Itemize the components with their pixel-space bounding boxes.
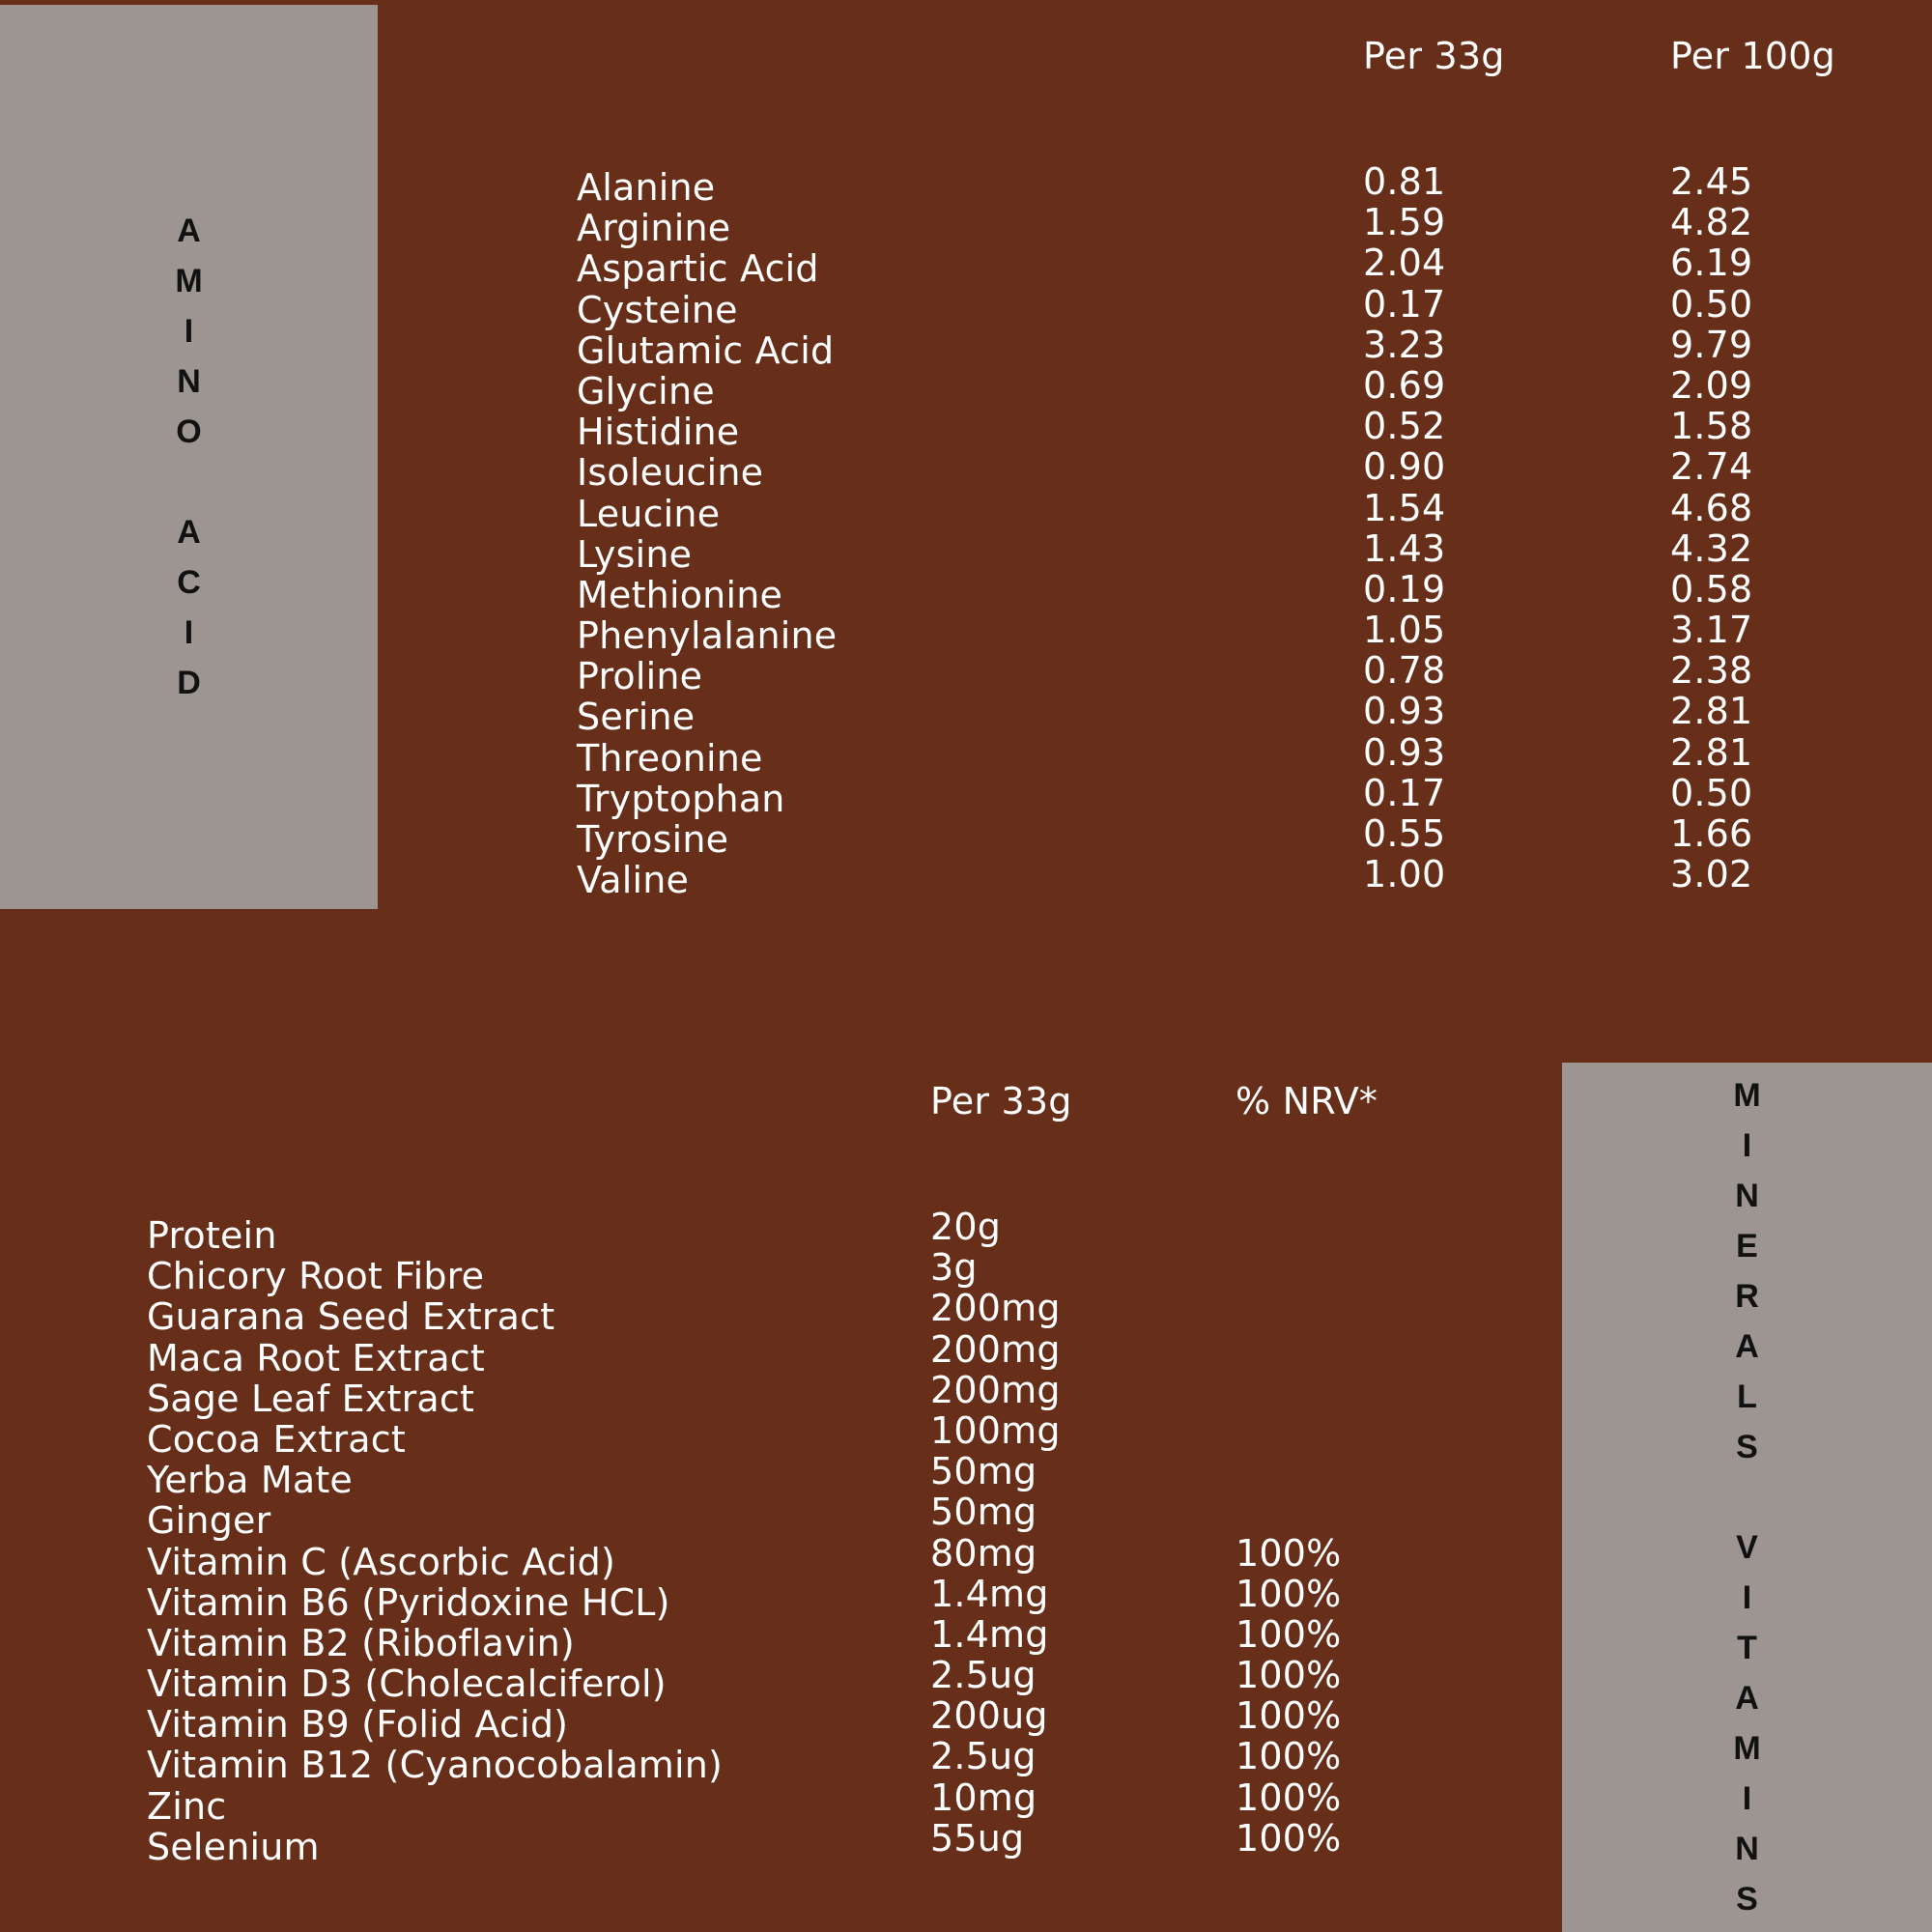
amino-acid-per100-value: 1.58 bbox=[1670, 405, 1753, 448]
minerals-vitamins-label-letter: M bbox=[1733, 1730, 1761, 1767]
amino-acid-per33-value: 1.43 bbox=[1363, 526, 1446, 570]
amino-acid-per100-value: 4.32 bbox=[1670, 526, 1753, 570]
amino-acid-per33-value: 2.04 bbox=[1363, 242, 1446, 285]
nutrient-nrv-value bbox=[1236, 1288, 1341, 1328]
amino-acid-name: Serine bbox=[577, 696, 696, 739]
minerals-vitamins-label-letter: I bbox=[1742, 1127, 1752, 1164]
amino-acid-per33-value: 0.69 bbox=[1363, 363, 1446, 407]
amino-acid-label-letter: I bbox=[184, 614, 194, 651]
nutrient-nrv-value: 100% bbox=[1236, 1776, 1342, 1819]
nutrient-nrv-value: 100% bbox=[1236, 1816, 1342, 1860]
minerals-name-column bbox=[147, 1215, 723, 1867]
minerals-vitamins-label-letter: T bbox=[1737, 1630, 1757, 1666]
amino-acid-label-letter: I bbox=[184, 313, 194, 350]
nutrient-name: Zinc bbox=[147, 1784, 227, 1828]
amino-acid-name: Isoleucine bbox=[577, 451, 764, 495]
minerals-vitamins-label-letter: I bbox=[1742, 1579, 1752, 1616]
amino-acid-per33-value: 0.93 bbox=[1363, 690, 1446, 733]
minerals-vitamins-label-letter: I bbox=[1742, 1780, 1752, 1817]
amino-acid-name: Phenylalanine bbox=[577, 614, 838, 658]
nutrient-name: Chicory Root Fibre bbox=[147, 1255, 485, 1298]
nutrient-name: Vitamin B6 (Pyridoxine HCL) bbox=[147, 1580, 670, 1624]
nutrient-name: Selenium bbox=[147, 1825, 320, 1868]
amino-acid-per100-value: 2.09 bbox=[1670, 363, 1753, 407]
nutrient-per33-value: 1.4mg bbox=[930, 1612, 1049, 1656]
nutrient-nrv-value bbox=[1236, 1451, 1341, 1492]
amino-acid-per33-value: 0.55 bbox=[1363, 812, 1446, 855]
minerals-vitamins-label-letter: N bbox=[1735, 1178, 1759, 1214]
amino-acid-vertical-label bbox=[0, 206, 378, 708]
amino-acid-per33-value: 0.78 bbox=[1363, 649, 1446, 693]
nutrient-nrv-value: 100% bbox=[1236, 1612, 1342, 1656]
amino-acid-per33-value: 0.90 bbox=[1363, 445, 1446, 489]
amino-acid-per100-value: 6.19 bbox=[1670, 242, 1753, 285]
amino-acid-per33-value: 1.00 bbox=[1363, 853, 1446, 896]
amino-acid-name: Aspartic Acid bbox=[577, 247, 819, 291]
nutrient-per33-value: 1.4mg bbox=[930, 1572, 1049, 1615]
nutrient-name: Maca Root Extract bbox=[147, 1336, 486, 1379]
amino-acid-name: Valine bbox=[577, 859, 690, 902]
minerals-vitamins-label-letter: S bbox=[1736, 1881, 1758, 1918]
amino-acid-name: Threonine bbox=[577, 736, 763, 780]
amino-acid-per100-value: 4.82 bbox=[1670, 201, 1753, 244]
amino-acid-per33-value: 0.52 bbox=[1363, 405, 1446, 448]
amino-acid-per33-value: 0.19 bbox=[1363, 567, 1446, 611]
amino-acid-per100-value: 2.38 bbox=[1670, 649, 1753, 693]
amino-acid-per33-value: 3.23 bbox=[1363, 323, 1446, 366]
amino-acid-name: Tyrosine bbox=[577, 818, 729, 861]
nutrient-per33-value: 20g bbox=[930, 1206, 1002, 1248]
amino-name-column bbox=[577, 167, 837, 900]
nutrient-name: Vitamin B2 (Riboflavin) bbox=[147, 1621, 575, 1664]
amino-acid-per100-value: 1.66 bbox=[1670, 812, 1753, 855]
nutrient-per33-value: 2.5ug bbox=[930, 1654, 1037, 1697]
amino-acid-per33-value: 0.17 bbox=[1363, 771, 1446, 814]
amino-acid-label-letter: M bbox=[175, 263, 203, 299]
amino-acid-per33-value: 0.17 bbox=[1363, 282, 1446, 326]
amino-per33-column bbox=[1363, 161, 1445, 895]
minerals-vitamins-label-letter: E bbox=[1736, 1228, 1758, 1264]
amino-acid-per100-value: 2.81 bbox=[1670, 730, 1753, 774]
minerals-header-per33: Per 33g bbox=[930, 1080, 1072, 1122]
nutrient-per33-value: 80mg bbox=[930, 1531, 1037, 1575]
minerals-vitamins-label-letter: R bbox=[1735, 1278, 1759, 1315]
nutrient-per33-value: 200mg bbox=[930, 1287, 1061, 1330]
amino-acid-name: Histidine bbox=[577, 411, 740, 454]
minerals-vitamins-label-letter: A bbox=[1735, 1680, 1759, 1717]
nutrient-per33-value: 200mg bbox=[930, 1368, 1061, 1411]
amino-acid-name: Glutamic Acid bbox=[577, 328, 835, 372]
amino-acid-per100-value: 0.50 bbox=[1670, 282, 1753, 326]
nutrient-per33-value: 100mg bbox=[930, 1408, 1061, 1452]
amino-acid-name: Glycine bbox=[577, 369, 715, 412]
minerals-vitamins-label-letter: N bbox=[1735, 1831, 1759, 1867]
nutrient-per33-value: 50mg bbox=[930, 1491, 1037, 1534]
nutrient-name: Yerba Mate bbox=[147, 1459, 354, 1502]
nutrient-name: Sage Leaf Extract bbox=[147, 1377, 475, 1420]
amino-acid-per100-value: 2.74 bbox=[1670, 445, 1753, 489]
nutrient-name: Vitamin D3 (Cholecalciferol) bbox=[147, 1662, 667, 1706]
amino-acid-name: Cysteine bbox=[577, 288, 738, 331]
amino-acid-per33-value: 0.93 bbox=[1363, 730, 1446, 774]
amino-acid-name: Lysine bbox=[577, 532, 693, 576]
minerals-vitamins-label-letter: L bbox=[1737, 1378, 1757, 1415]
amino-acid-per100-value: 2.81 bbox=[1670, 690, 1753, 733]
minerals-header-nrv: % NRV* bbox=[1236, 1080, 1378, 1122]
amino-acid-name: Leucine bbox=[577, 492, 721, 535]
minerals-vitamins-label-letter: S bbox=[1736, 1429, 1758, 1465]
nutrient-per33-value: 2.5ug bbox=[930, 1735, 1037, 1778]
amino-acid-per33-value: 1.54 bbox=[1363, 486, 1446, 529]
minerals-vitamins-label-letter bbox=[1743, 1472, 1751, 1522]
amino-acid-name: Arginine bbox=[577, 207, 731, 250]
nutrient-per33-value: 55ug bbox=[930, 1816, 1025, 1860]
nutrient-name: Guarana Seed Extract bbox=[147, 1295, 555, 1339]
amino-acid-per33-value: 1.05 bbox=[1363, 609, 1446, 652]
nutrient-nrv-value bbox=[1236, 1410, 1341, 1451]
nutrient-nrv-value: 100% bbox=[1236, 1531, 1342, 1575]
amino-acid-per33-value: 1.59 bbox=[1363, 201, 1446, 244]
nutrient-name: Vitamin B9 (Folid Acid) bbox=[147, 1703, 569, 1747]
amino-header-per100: Per 100g bbox=[1670, 35, 1835, 77]
amino-acid-label-letter: N bbox=[177, 363, 201, 400]
amino-acid-label-letter bbox=[185, 457, 193, 507]
nutrient-nrv-value bbox=[1236, 1207, 1341, 1247]
minerals-vitamins-label-letter: M bbox=[1733, 1077, 1761, 1114]
amino-acid-per100-value: 9.79 bbox=[1670, 323, 1753, 366]
nutrient-nrv-value bbox=[1236, 1329, 1341, 1370]
nutrient-nrv-value: 100% bbox=[1236, 1654, 1342, 1697]
amino-acid-name: Alanine bbox=[577, 166, 716, 209]
amino-acid-per100-value: 3.02 bbox=[1670, 853, 1753, 896]
nutrient-nrv-value: 100% bbox=[1236, 1735, 1342, 1778]
amino-acid-per100-value: 0.50 bbox=[1670, 771, 1753, 814]
nutrient-name: Protein bbox=[147, 1214, 277, 1257]
minerals-nrv-column bbox=[1236, 1207, 1341, 1859]
amino-per100-column bbox=[1670, 161, 1752, 895]
nutrient-per33-value: 10mg bbox=[930, 1776, 1037, 1819]
amino-acid-per100-value: 0.58 bbox=[1670, 567, 1753, 611]
amino-acid-per100-value: 2.45 bbox=[1670, 160, 1753, 203]
minerals-per33-column bbox=[930, 1207, 1061, 1859]
amino-acid-per100-value: 4.68 bbox=[1670, 486, 1753, 529]
nutrient-name: Vitamin B12 (Cyanocobalamin) bbox=[147, 1744, 724, 1787]
amino-acid-per100-value: 3.17 bbox=[1670, 609, 1753, 652]
amino-acid-name: Proline bbox=[577, 655, 703, 698]
amino-acid-label-letter: C bbox=[177, 564, 201, 601]
nutrient-nrv-value bbox=[1236, 1370, 1341, 1410]
nutrient-per33-value: 200ug bbox=[930, 1694, 1048, 1738]
nutrient-name: Ginger bbox=[147, 1499, 271, 1543]
nutrient-nrv-value bbox=[1236, 1492, 1341, 1532]
nutrient-nrv-value: 100% bbox=[1236, 1694, 1342, 1738]
nutrient-per33-value: 3g bbox=[930, 1246, 978, 1290]
amino-acid-label-letter: D bbox=[177, 665, 201, 701]
amino-acid-label-letter: A bbox=[177, 213, 201, 249]
amino-acid-name: Tryptophan bbox=[577, 777, 785, 820]
minerals-vitamins-vertical-label bbox=[1562, 1070, 1932, 1924]
nutrient-name: Vitamin C (Ascorbic Acid) bbox=[147, 1540, 616, 1583]
nutrient-name: Cocoa Extract bbox=[147, 1417, 406, 1461]
nutrient-per33-value: 50mg bbox=[930, 1450, 1037, 1493]
minerals-vitamins-label-letter: V bbox=[1736, 1529, 1758, 1566]
amino-acid-label-letter: O bbox=[176, 413, 202, 450]
amino-acid-per33-value: 0.81 bbox=[1363, 160, 1446, 203]
minerals-vitamins-label-letter: A bbox=[1735, 1328, 1759, 1365]
amino-header-per33: Per 33g bbox=[1363, 35, 1505, 77]
nutrient-nrv-value: 100% bbox=[1236, 1572, 1342, 1615]
amino-acid-name: Methionine bbox=[577, 573, 783, 616]
nutrient-nrv-value bbox=[1236, 1247, 1341, 1288]
amino-acid-label-letter: A bbox=[177, 514, 201, 551]
nutrient-per33-value: 200mg bbox=[930, 1327, 1061, 1371]
